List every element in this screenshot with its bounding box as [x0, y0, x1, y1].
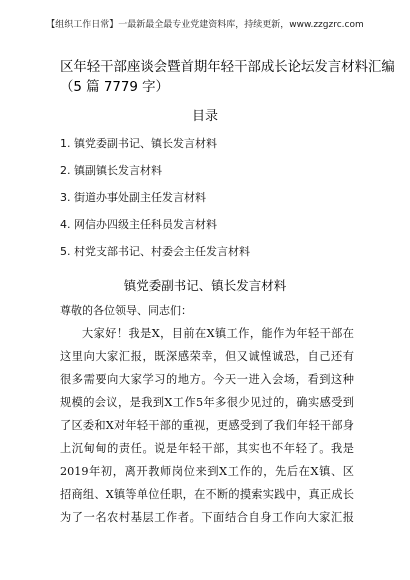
toc-heading: 目录	[191, 109, 218, 124]
toc-item: 3. 街道办事处副主任发言材料	[60, 191, 206, 204]
document-title: 区年轻干部座谈会暨首期年轻干部成长论坛发言材料汇编	[60, 60, 395, 75]
body-line: 很多需要向大家学习的地方。今天一进入会场，看到这种	[60, 373, 354, 386]
body-line: 上沉甸甸的责任。说是年轻干部，其实也不年轻了。我是	[60, 442, 354, 455]
body-line: 规模的会议，是我到X工作5年多很少见过的，确实感受到	[60, 396, 354, 409]
body-line: 为了一名农村基层工作者。下面结合自身工作向大家汇报	[60, 511, 354, 524]
body-line: 这里向大家汇报，既深感荣幸，但又诚惶诚恐，自己还有	[60, 350, 354, 363]
toc-item: 5. 村党支部书记、村委会主任发言材料	[60, 245, 250, 258]
table-of-contents	[60, 133, 360, 268]
toc-item: 2. 镇副镇长发言材料	[60, 164, 162, 177]
toc-item: 4. 网信办四级主任科员发言材料	[60, 218, 217, 231]
body-line: 2019年初，离开教师岗位来到X工作的，先后在X镇、区	[60, 465, 354, 478]
body-line: 招商组、X镇等单位任职，在不断的摸索实践中，真正成长	[60, 488, 354, 501]
body-line: 大家好！我是X，目前在X镇工作，能作为年轻干部在	[82, 327, 354, 340]
document-subtitle: （5 篇 7779 字）	[60, 80, 169, 95]
toc-item: 1. 镇党委副书记、镇长发言材料	[60, 137, 217, 150]
salutation: 尊敬的各位领导、同志们：	[60, 304, 192, 317]
header-banner: 【组织工作日常】一最新最全最专业党建资料库，持续更新，www.zzgzrc.com	[46, 20, 364, 30]
body-line: 了区委和X对年轻干部的重视，更感受到了我们年轻干部身	[60, 419, 354, 432]
body-paragraph	[60, 324, 354, 531]
section-heading: 镇党委副书记、镇长发言材料	[123, 278, 287, 293]
